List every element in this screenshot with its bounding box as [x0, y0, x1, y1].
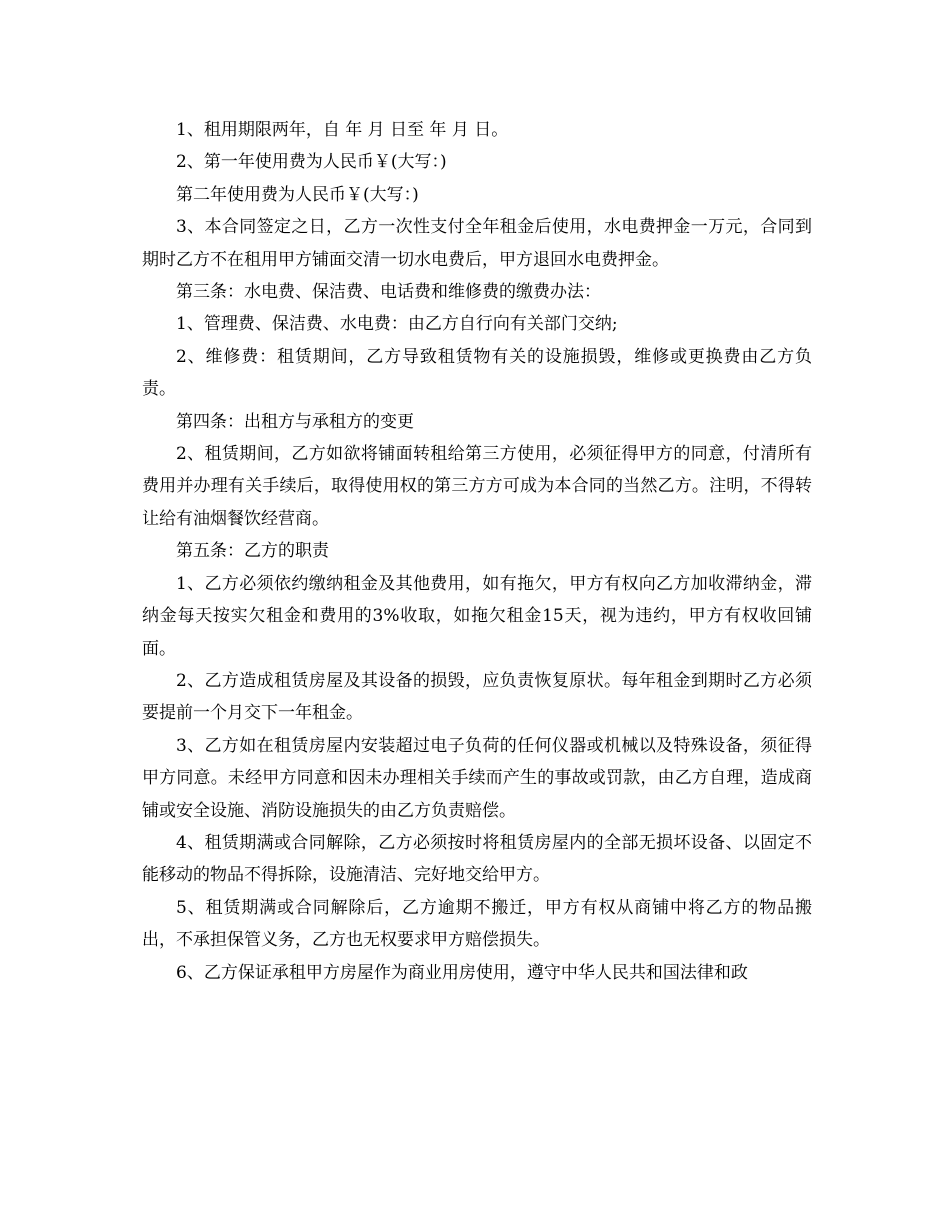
- paragraph-maintenance-fees: 2、维修费：租赁期间，乙方导致租赁物有关的设施损毁，维修或更换费由乙方负责。: [142, 346, 812, 400]
- paragraph-duty-2: 2、乙方造成租赁房屋及其设备的损毁，应负责恢复原状。每年租金到期时乙方必须要提前一个月交下一年租金。: [142, 670, 812, 724]
- heading-article-3: 第三条：水电费、保洁费、电话费和维修费的缴费办法：: [176, 282, 601, 303]
- paragraph-duty-3: 3、乙方如在租赁房屋内安装超过电子负荷的任何仪器或机械以及特殊设备，须征得甲方同意。未经甲方同意和因未办理相关手续而产生的事故或罚款，由乙方自理，造成商铺或安全设施、消防设施损失的由乙方负责赔偿。: [142, 735, 812, 821]
- paragraph-payment-deposit: 3、本合同签定之日，乙方一次性支付全年租金后使用，水电费押金一万元，合同到期时乙方不在租用甲方铺面交清一切水电费后，甲方退回水电费押金。: [142, 217, 812, 270]
- heading-article-4: 第四条：出租方与承租方的变更: [176, 411, 414, 432]
- paragraph-second-year-fee: 第二年使用费为人民币￥(大写：): [176, 184, 419, 205]
- paragraph-duty-5: 5、租赁期满或合同解除后，乙方逾期不搬迁，甲方有权从商铺中将乙方的物品搬出，不承担保管义务，乙方也无权要求甲方赔偿损失。: [142, 897, 812, 951]
- document-page: [142, 114, 812, 989]
- paragraph-duty-6: 6、乙方保证承租甲方房屋作为商业用房使用，遵守中华人民共和国法律和政: [176, 962, 748, 983]
- heading-article-5: 第五条：乙方的职责: [176, 541, 329, 562]
- paragraph-first-year-fee: 2、第一年使用费为人民币￥(大写：): [176, 152, 447, 173]
- paragraph-management-fees: 1、管理费、保洁费、水电费：由乙方自行向有关部门交纳;: [176, 314, 618, 335]
- paragraph-duty-4: 4、租赁期满或合同解除，乙方必须按时将租赁房屋内的全部无损坏设备、以固定不能移动的物品不得拆除，设施清洁、完好地交给甲方。: [142, 832, 812, 886]
- paragraph-duty-1: 1、乙方必须依约缴纳租金及其他费用，如有拖欠，甲方有权向乙方加收滞纳金，滞纳金每天按实欠租金和费用的3%收取，如拖欠租金15天，视为违约，甲方有权收回铺面。: [142, 573, 812, 659]
- paragraph-sublease: 2、租赁期间，乙方如欲将铺面转租给第三方使用，必须征得甲方的同意，付清所有费用并办理有关手续后，取得使用权的第三方方可成为本合同的当然乙方。注明，不得转让给有油烟餐饮经营商。: [142, 444, 812, 529]
- paragraph-term-period: 1、租用期限两年，自 年 月 日至 年 月 日。: [176, 120, 509, 140]
